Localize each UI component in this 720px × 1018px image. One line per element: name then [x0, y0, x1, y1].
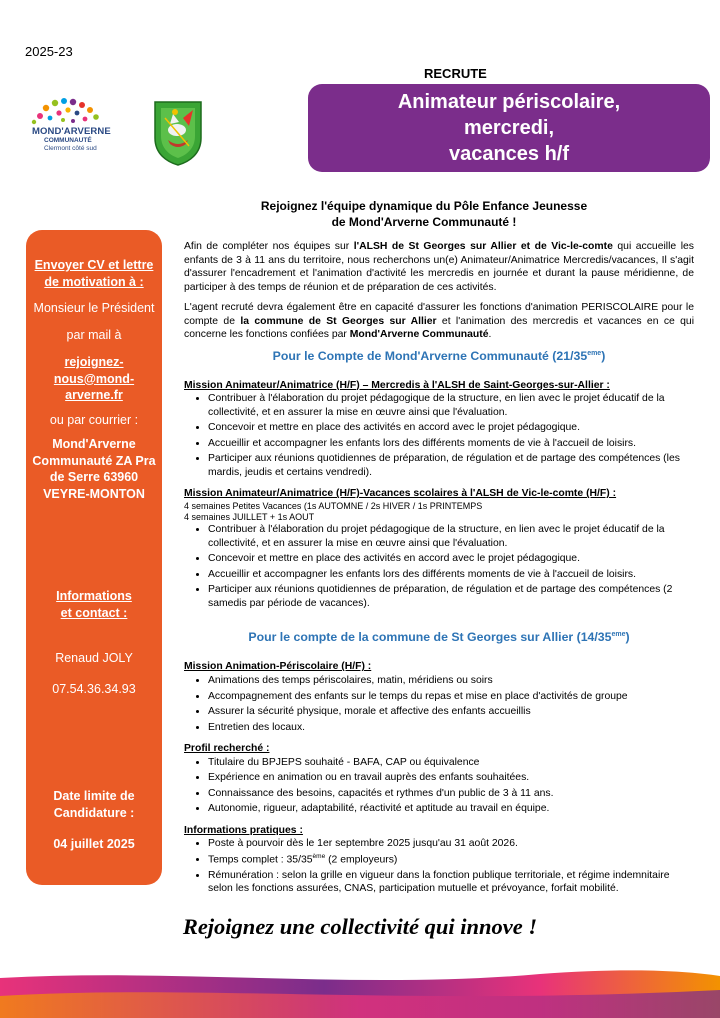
vacances-weeks-line2: 4 semaines JUILLET + 1s AOUT [184, 512, 315, 523]
profil-heading: Profil recherché : [184, 743, 270, 755]
list-item: • Concevoir et mettre en place des activités en accord avec le projet pédagogique. [208, 552, 694, 566]
mission-mercredis-list [184, 392, 694, 479]
list-item: • Accueillir et accompagner les enfants lors des différents moments de vie à l'accueil de loisirs. [208, 568, 694, 582]
mission-vacances-list [184, 523, 694, 610]
paragraph-periscolaire: L'agent recruté devra également être en capacité d'assurer les fonctions d'animation PERISCOLAIRE pour le compte de la commune de St Georges sur Allier et l'animation des mercredis et vacances en ce qui concerne les fonctions confiées par Mond'Arverne Communauté. [184, 302, 694, 341]
footer-wave-decoration [0, 960, 720, 1018]
title-banner [308, 84, 710, 172]
logo-dots-icon [26, 96, 126, 126]
slogan: Rejoignez une collectivité qui innove ! [182, 914, 538, 939]
contact-phone[interactable]: 07.54.36.34.93 [52, 682, 136, 696]
list-item: • Contribuer à l'élaboration du projet pédagogique de la structure, en lien avec le projet éducatif de la collectivité, et en assurer la mise en œuvre ainsi que l'évaluation. [208, 392, 694, 419]
send-cv-heading: Envoyer CV et lettre de motivation à : [34, 258, 154, 289]
list-item: • Entretien des locaux. [208, 721, 694, 735]
paragraph-intro: Afin de compléter nos équipes sur l'ALSH de St Georges sur Allier et de Vic-le-comte qui accueille les enfants de 3 à 11 ans du territoire, nous recherchons un(e) Animateur/Animatrice Mercredis/vacances, Il s'agit d'assurer l'encadrement et l'animation d'activité les mercredis en journée et durant la pause méridienne, de participer à des temps de réunion et de préparation de ces activités. [184, 241, 694, 293]
list-item: • Participer aux réunions quotidiennes de préparation, de régulation et de partage des compétences (les mardis, jeudis et certains vendredi). [208, 452, 694, 479]
by-post-label: ou par courrier : [49, 413, 139, 427]
infos-heading: Informations pratiques : [184, 824, 303, 836]
list-item: • Assurer la sécurité physique, morale et affective des enfants accueillis [208, 705, 694, 719]
recrute-label: RECRUTE [424, 66, 487, 81]
email-link[interactable]: rejoignez-nous@mond-arverne.fr [53, 355, 135, 403]
reference-number: 2025-23 [25, 44, 73, 59]
main-content [184, 240, 694, 904]
vacances-weeks-line1: 4 semaines Petites Vacances (1s AUTOMNE / 2s HIVER / 1s PRINTEMPS [184, 500, 483, 511]
commune-shield-icon [153, 100, 203, 166]
list-item: • Accueillir et accompagner les enfants lors des différents moments de vie à l'accueil de loisirs. [208, 437, 694, 451]
deadline-date: 04 juillet 2025 [53, 837, 135, 851]
list-item: • Contribuer à l'élaboration du projet pédagogique de la structure, en lien avec le projet éducatif de la collectivité, et en assurer la mise en œuvre ainsi que l'évaluation. [208, 523, 694, 550]
info-heading-line2: et contact : [60, 606, 128, 620]
list-item: • Connaissance des besoins, capacités et rythmes d'un public de 3 à 11 ans. [208, 787, 694, 801]
logo-sub1: COMMUNAUTÉ [44, 137, 92, 144]
mond-arverne-logo [26, 96, 126, 156]
list-item: • Participer aux réunions quotidiennes de préparation, de régulation et de partage des compétences (2 samedis par période de vacances). [208, 583, 694, 610]
list-item: • Poste à pourvoir dès le 1er septembre 2025 jusqu'au 31 août 2026. [208, 837, 694, 851]
list-item: • Expérience en animation ou en travail auprès des enfants souhaitées. [208, 771, 694, 785]
logo-name: MOND'ARVERNE [32, 126, 111, 137]
by-mail-label: par mail à [66, 328, 122, 342]
list-item: • Rémunération : selon la grille en vigueur dans la fonction publique territoriale, et régime indemnitaire selon les fonctions assurées, CNAS, participation mutuelle et prévoyance, forfait mobilité. [208, 869, 694, 896]
list-item: • Titulaire du BPJEPS souhaité - BAFA, CAP ou équivalence [208, 756, 694, 770]
mission-periscolaire-heading: Mission Animation-Périscolaire (H/F) : [184, 661, 372, 673]
list-item: • Autonomie, rigueur, adaptabilité, réactivité et aptitude au travail en équipe. [208, 802, 694, 816]
section-heading-commune: Pour le compte de la commune de St Georges sur Allier (14/35eme) [248, 630, 630, 645]
postal-address: Mond'Arverne Communauté ZA Pra de Serre 63960 VEYRE-MONTON [32, 437, 156, 501]
mission-mercredis-heading: Mission Animateur/Animatrice (H/F) – Mercredis à l'ALSH de Saint-Georges-sur-Allier : [184, 379, 610, 391]
info-heading-line1: Informations [56, 589, 132, 603]
list-item: • Accompagnement des enfants sur le temps du repas et mise en place d'activités de groupe [208, 690, 694, 704]
list-item: • Concevoir et mettre en place des activités en accord avec le projet pédagogique. [208, 421, 694, 435]
mission-vacances-heading: Mission Animateur/Animatrice (H/F)-Vacances scolaires à l'ALSH de Vic-le-comte (H/F) : [184, 488, 617, 500]
job-title: Animateur périscolaire, mercredi, vacances h/f [397, 91, 621, 165]
contact-sidebar [26, 230, 162, 885]
list-item: • Temps complet : 35/35ème (2 employeurs) [208, 853, 694, 867]
deadline-label: Date limite de Candidature : [53, 789, 135, 820]
mission-periscolaire-list [184, 674, 694, 734]
list-item: • Animations des temps périscolaires, matin, méridiens ou soirs [208, 674, 694, 688]
infos-list [184, 837, 694, 896]
profil-list [184, 756, 694, 816]
intro-heading: Rejoignez l'équipe dynamique du Pôle Enfance Jeunesse de Mond'Arverne Communauté ! [260, 199, 588, 229]
recipient: Monsieur le Président [33, 301, 155, 315]
logo-sub2: Clermont côté sud [44, 145, 97, 152]
contact-name: Renaud JOLY [55, 651, 133, 665]
section-heading-communaute: Pour le Compte de Mond'Arverne Communauté (21/35eme) [272, 348, 606, 363]
